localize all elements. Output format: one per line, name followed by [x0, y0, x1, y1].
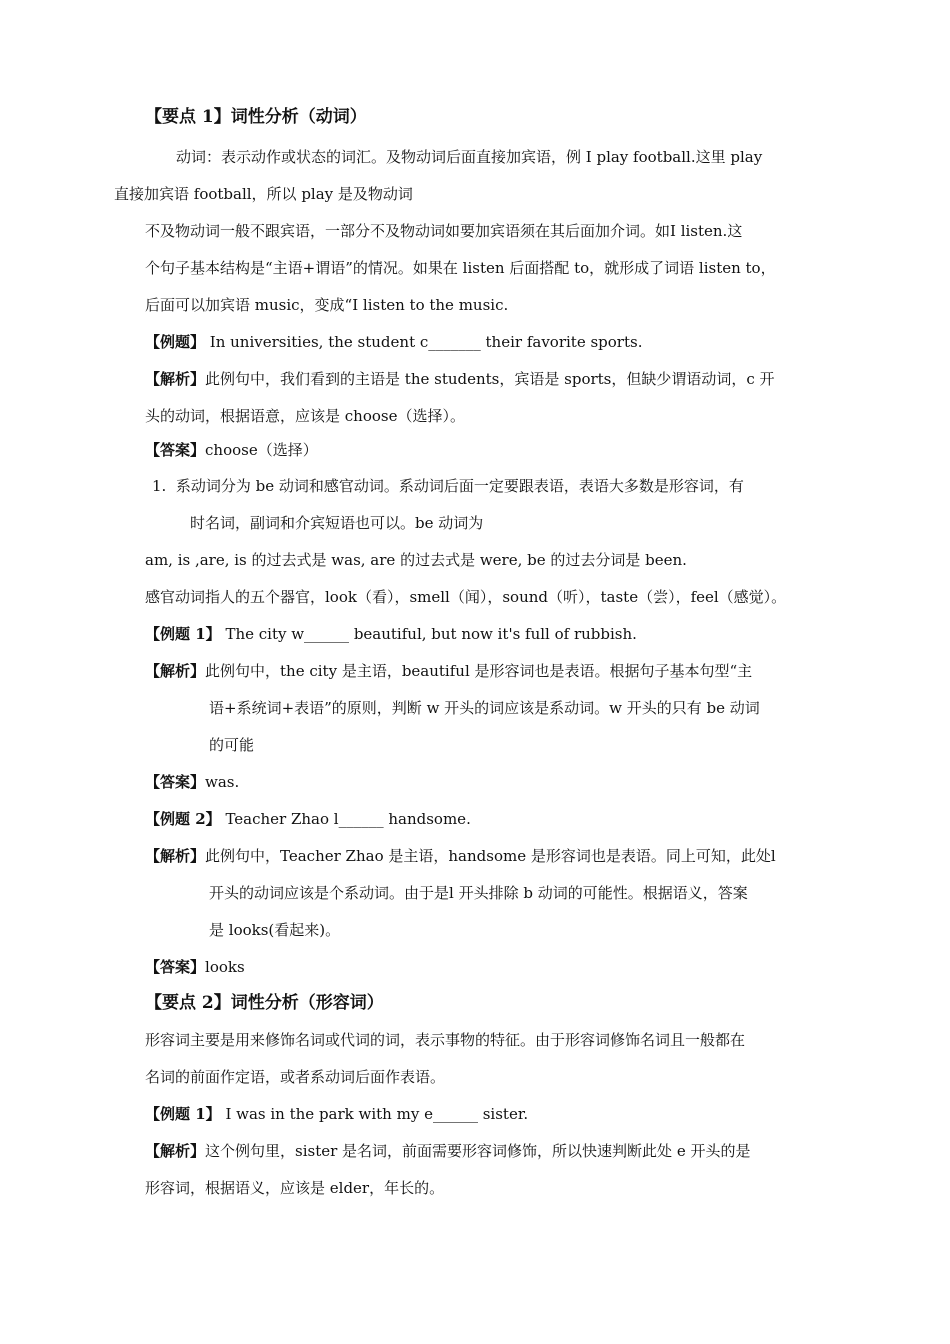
answer-label: 【答案】 [145, 441, 206, 459]
linking-verb-item: 1. 系动词分为 be 动词和感官动词。系动词后面一定要跟表语，表语大多数是形容词，有 时名词，副词和介宾短语也可以。be 动词为 [152, 477, 744, 532]
example-question-2: 【例题 2】 Teacher Zhao l______ handsome. [145, 810, 471, 828]
example-analysis-1: 【解析】此例句中，the city 是主语，beautiful 是形容词也是表语。根据句子基本句型“主 语+系统词+表语”的原则，判断 w 开头的词应该是系动词。w 开头的只有 be 动词 的可能 [145, 662, 760, 754]
analysis-label: 【解析】 [145, 847, 206, 865]
example-label: 【例题 2】 [145, 810, 221, 828]
example-answer: 【答案】choose（选择） [145, 441, 318, 459]
example-question: 【例题】 In universities, the student c_______ their favorite sports. [145, 333, 643, 351]
adjective-example-analysis-1: 【解析】这个例句里，sister 是名词，前面需要形容词修饰，所以快速判断此处 e 开头的是 形容词，根据语义，应该是 elder，年长的。 [145, 1142, 751, 1197]
example-analysis-2: 【解析】此例句中，Teacher Zhao 是主语，handsome 是形容词也是表语。同上可知，此处l 开头的动词应该是个系动词。由于是l 开头排除 b 动词的可能性。根据语义，答案 是 looks(看起来)。 [145, 847, 776, 939]
analysis-label: 【解析】 [145, 1142, 206, 1160]
answer-label: 【答案】 [145, 773, 206, 791]
example-answer-2: 【答案】looks [145, 958, 245, 976]
sense-verbs: 感官动词指人的五个器官，look（看），smell（闻），sound（听），taste（尝），feel（感觉）。 [145, 588, 787, 606]
example-label: 【例题 1】 [145, 1105, 221, 1123]
example-answer-1: 【答案】was. [145, 773, 240, 791]
answer-label: 【答案】 [145, 958, 206, 976]
list-number: 1. [152, 477, 167, 495]
adjective-example-question-1: 【例题 1】 I was in the park with my e______ sister. [145, 1105, 529, 1123]
section-heading-point1: 【要点 1】词性分析（动词） [145, 107, 367, 127]
example-question-1: 【例题 1】 The city w______ beautiful, but now it's full of rubbish. [145, 625, 637, 643]
be-verb-forms: am, is ,are, is 的过去式是 was, are 的过去式是 were, be 的过去分词是 been. [145, 551, 687, 569]
example-analysis: 【解析】此例句中，我们看到的主语是 the students，宾语是 sports，但缺少谓语动词，c 开 头的动词，根据语意，应该是 choose（选择）。 [145, 370, 775, 425]
intransitive-verb-paragraph: 不及物动词一般不跟宾语，一部分不及物动词如要加宾语须在其后面加介词。如I listen.这 个句子基本结构是“主语+谓语”的情况。如果在 listen 后面搭配 to，就形成了词语 listen to， 后面可以加宾语 music，变成“I listen to the music. [145, 222, 776, 314]
analysis-label: 【解析】 [145, 662, 206, 680]
example-label: 【例题 1】 [145, 625, 221, 643]
verb-definition: 动词：表示动作或状态的词汇。及物动词后面直接加宾语，例 I play football.这里 play 直接加宾语 football，所以 play 是及物动词 [114, 148, 763, 203]
adjective-definition: 形容词主要是用来修饰名词或代词的词，表示事物的特征。由于形容词修饰名词且一般都在 名词的前面作定语，或者系动词后面作表语。 [145, 1031, 746, 1086]
document-content [114, 102, 813, 1207]
section-heading-point2: 【要点 2】词性分析（形容词） [145, 993, 384, 1013]
analysis-label: 【解析】 [145, 370, 206, 388]
example-label: 【例题】 [145, 333, 206, 351]
